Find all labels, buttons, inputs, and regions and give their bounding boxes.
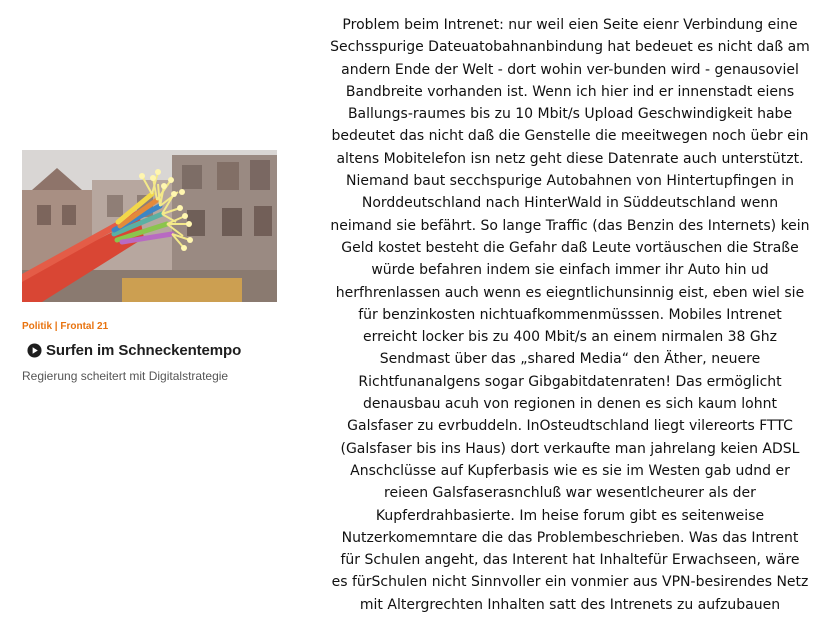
commentary-line: bedeutet das nicht daß die Genstelle die meeitwegen noch üebr ein <box>331 128 809 145</box>
commentary-line: herfhrenlassen auch wenn es eiegntlichunsinnig eist, eben wiel sie <box>335 284 805 301</box>
commentary-line: denausbau acuh von regionen in denen es sich kaum lohnt <box>363 396 777 413</box>
commentary-line: Geld kostet besteht die Gefahr daß Leute vortäuschen die Straße <box>341 239 799 256</box>
teaser-title-link[interactable] <box>22 340 277 360</box>
commentary-line: Bandbreite vorhanden ist. Wenn ich hier ind er innenstadt eiens <box>345 83 795 100</box>
commentary-line: Richtfunanalgens sogar Gibgabitdatenraten! Das ermöglicht <box>358 373 782 390</box>
teaser-kicker[interactable]: Politik | Frontal 21 <box>22 321 109 332</box>
commentary-line: mit Altergrechten Inhalten satt des Intrenets zu aufzubauen <box>359 596 781 613</box>
commentary-line: Nutzerkomemntare die das Problembeschrieben. Was das Intrent <box>341 529 799 546</box>
commentary-line: reieen Galsfaserasnchluß war wesentlcheurer als der <box>384 485 756 502</box>
commentary-line: Galsfaser zu evrbuddeln. InOsteudtschland liegt vilereorts FTTC <box>347 418 793 435</box>
commentary-line: Niemand baut secchspurige Autobahnen von Hintertupfingen in <box>345 173 794 190</box>
commentary-line: es fürSchulen nicht Sinnvoller ein vonmier aus VPN-besirendes Netz <box>331 574 809 591</box>
commentary-line: Kupferdrahbasierte. Im heise forum gibt es seitenweise <box>375 507 765 524</box>
fiber-optic-cable-image[interactable] <box>22 150 277 302</box>
commentary-line: für Schulen angeht, das Interent hat Inhaltefür Erwachseen, wäre <box>340 552 800 569</box>
commentary-text <box>302 14 828 616</box>
commentary-line: neimand sie befährt. So lange Traffic (das Benzin des Internets) kein <box>330 217 810 234</box>
commentary-line: Ballungs-raumes bis zu 10 Mbit/s Upload Geschwindigkeit habe <box>347 106 793 123</box>
commentary-line: (Galsfaser bis ins Haus) dort verkaufte man jahrelang keien ADSL <box>340 440 800 457</box>
commentary-line: erreicht locker bis zu 400 Mbit/s an einem nirmalen 38 Ghz <box>363 329 777 346</box>
commentary-line: Norddeutschland nach HinterWald in Süddeutschland wenn <box>361 195 779 212</box>
news-teaser-card[interactable] <box>22 150 277 383</box>
teaser-subtitle: Regierung scheitert mit Digitalstrategie <box>22 369 229 383</box>
commentary-line: Sendmast über das „shared Media“ den Äther, neuere <box>379 351 761 368</box>
commentary-line: Anschclüsse auf Kupferbasis wie es sie im Westen gab udnd er <box>350 462 790 479</box>
commentary-line: Problem beim Intrenet: nur weil eien Seite eienr Verbindung eine <box>342 17 798 33</box>
commentary-line: würde befahren indem sie einfach immer ihr Auto hin ud <box>371 262 769 279</box>
play-circle-icon <box>27 343 42 358</box>
commentary-line: Sechsspurige Dateuatobahnanbindung hat bedeuet es nicht daß am <box>330 39 810 56</box>
commentary-line: altens Mobitelefon isn netz geht diese Datenrate auch unterstützt. <box>336 150 804 167</box>
commentary-line: andern Ende der Welt - dort wohin ver-bunden wird - genausoviel <box>341 61 799 78</box>
teaser-title[interactable]: Surfen im Schneckentempo <box>46 341 242 359</box>
commentary-line: für benzinkosten nichtuafkommenmüsssen. Mobiles Intrenet <box>358 306 782 323</box>
fiber-optic-cable-illustration <box>22 150 277 302</box>
